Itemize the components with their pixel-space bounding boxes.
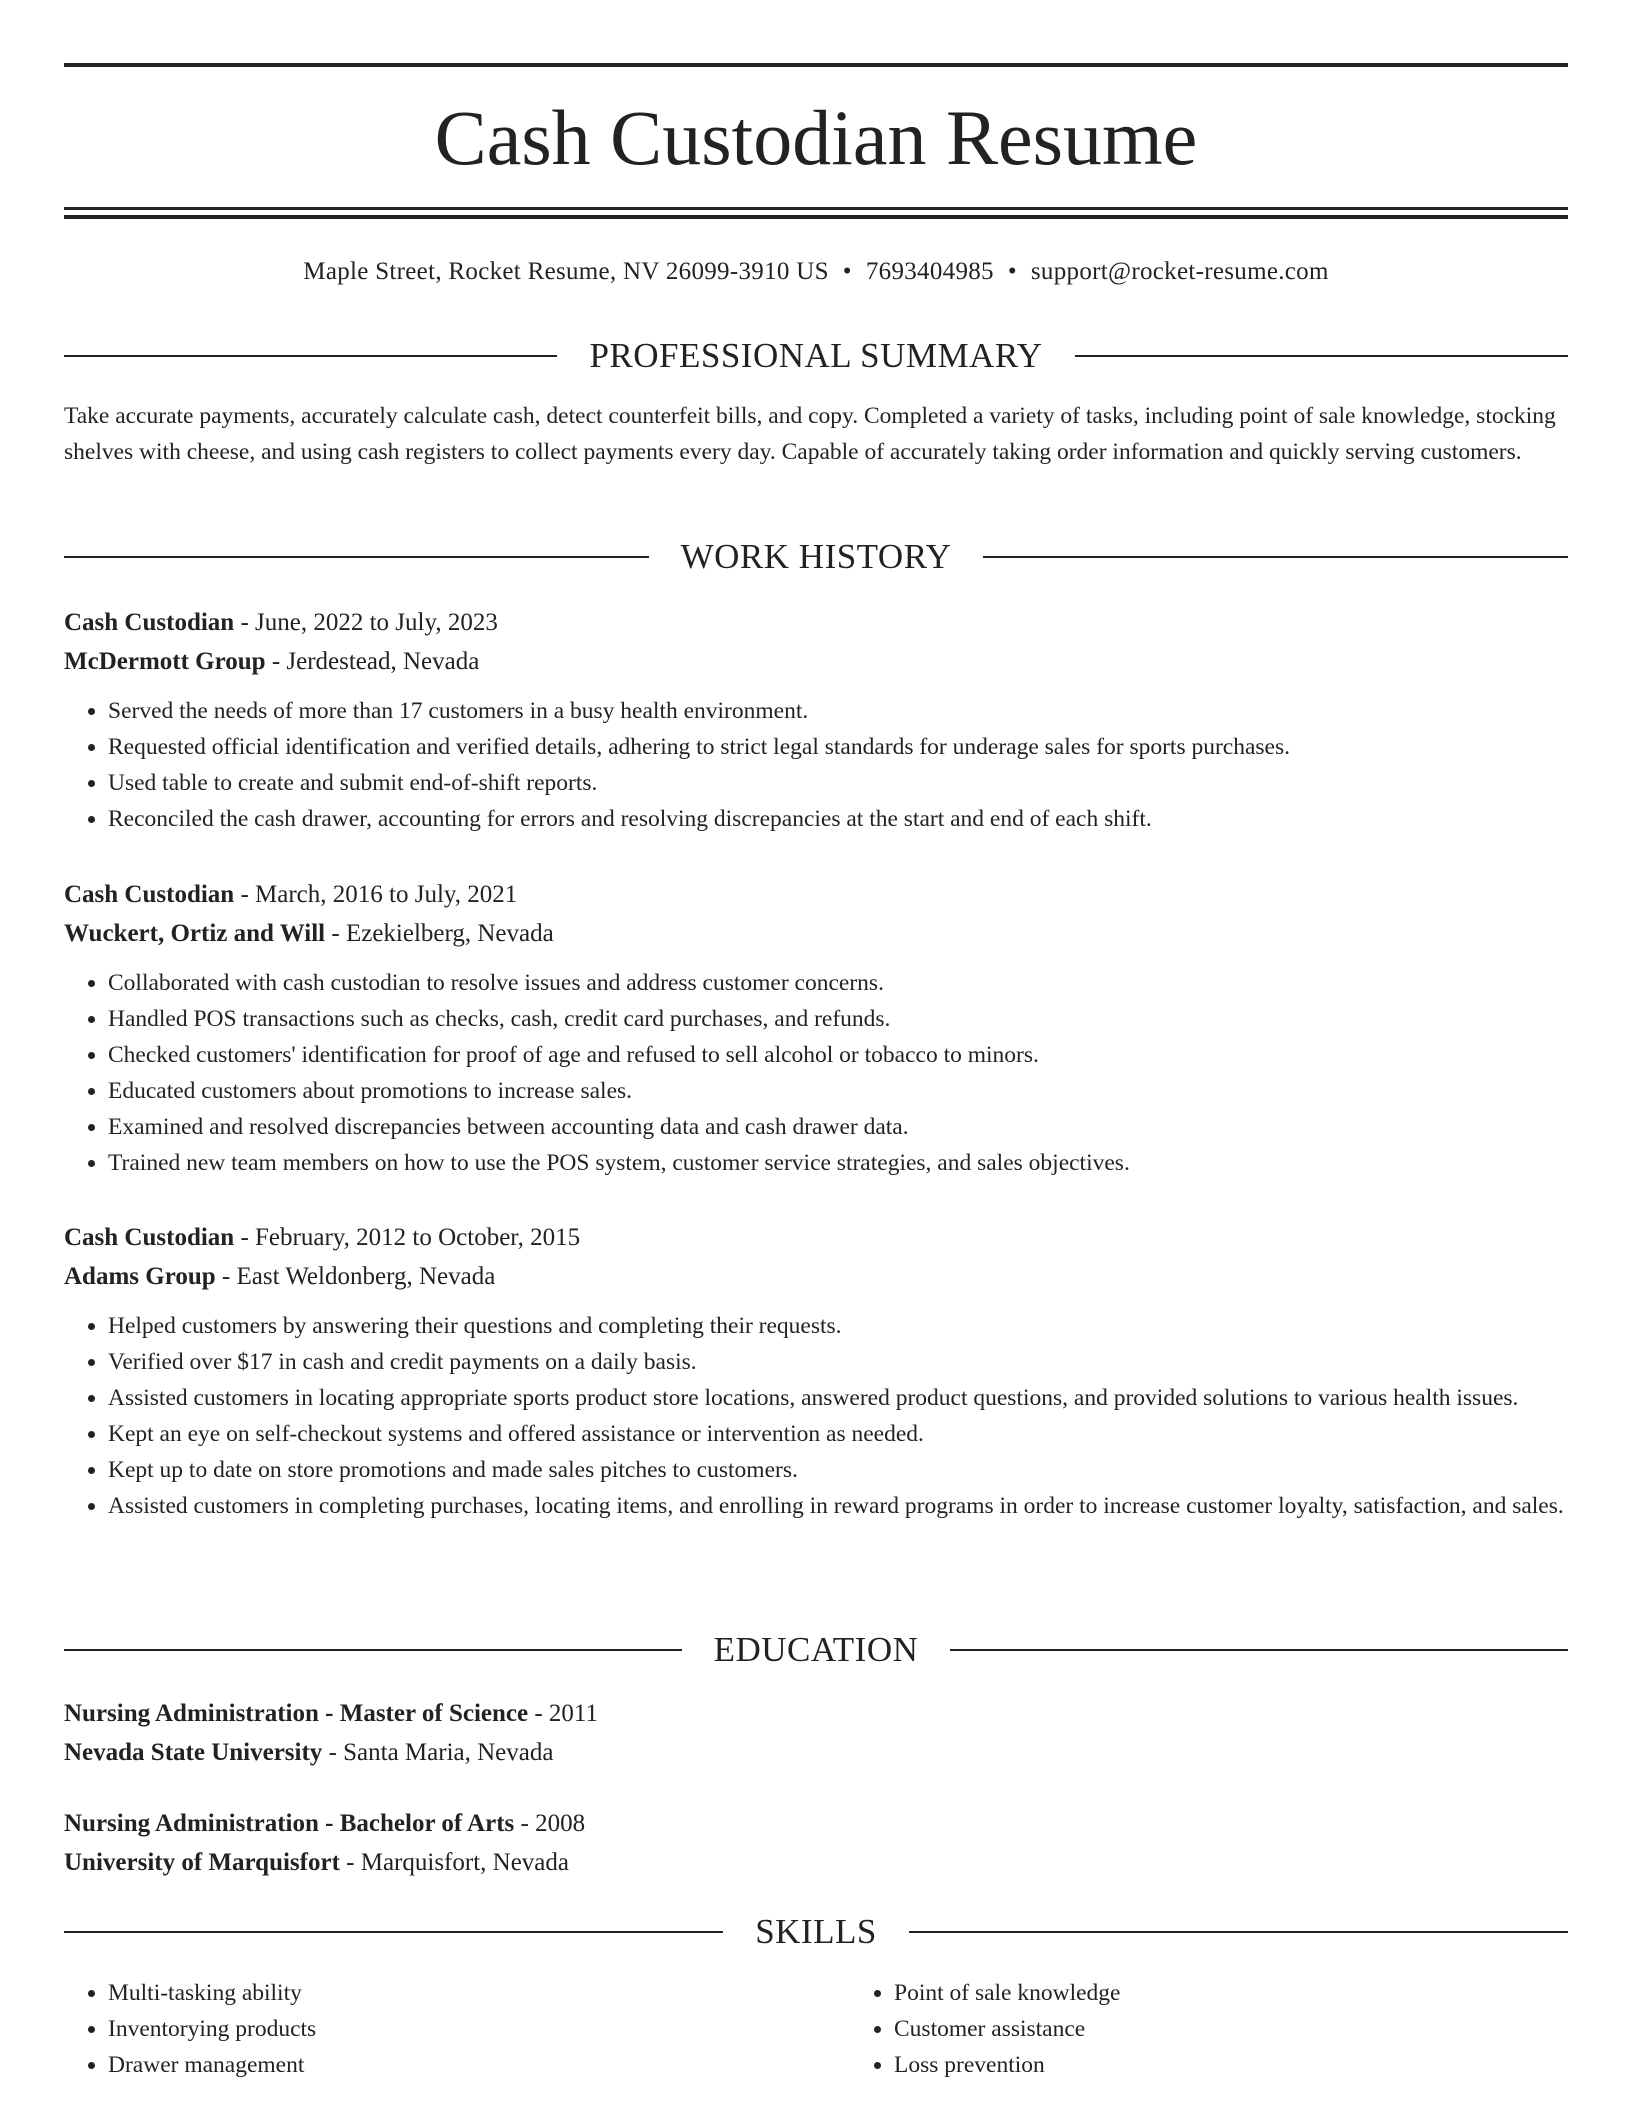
education-location: - Santa Maria, Nevada bbox=[322, 1739, 554, 1766]
section-heading-education bbox=[64, 1628, 1568, 1672]
contact-separator: • bbox=[1007, 258, 1017, 285]
job-dates: - February, 2012 to October, 2015 bbox=[234, 1224, 581, 1251]
job-company: Adams Group bbox=[64, 1263, 216, 1290]
skill-item: • Multi-tasking ability bbox=[108, 1975, 850, 2011]
section-title: PROFESSIONAL SUMMARY bbox=[589, 336, 1043, 375]
education-degree: Nursing Administration - Bachelor of Arts bbox=[64, 1810, 515, 1837]
job-bullet: • Collaborated with cash custodian to resolve issues and address customer concerns. bbox=[108, 965, 1568, 1001]
contact-email: support@rocket-resume.com bbox=[1030, 258, 1329, 285]
heading-rule-right bbox=[983, 556, 1568, 558]
skill-item: • Inventorying products bbox=[108, 2011, 850, 2047]
job-bullet: • Verified over $17 in cash and credit payments on a daily basis. bbox=[108, 1344, 1568, 1380]
skills-list bbox=[64, 1975, 1568, 2083]
education-school: Nevada State University bbox=[64, 1739, 323, 1766]
skills-column-left bbox=[64, 1975, 850, 2083]
job-bullet: • Trained new team members on how to use the POS system, customer service strategies, and sales objectives. bbox=[108, 1145, 1568, 1181]
job-location: - Ezekielberg, Nevada bbox=[325, 920, 554, 947]
job-company: McDermott Group bbox=[64, 648, 266, 675]
job-bullet-list bbox=[64, 1308, 1568, 1524]
header-double-rule-lower bbox=[64, 215, 1568, 219]
heading-rule-right bbox=[950, 1649, 1568, 1651]
job-title: Cash Custodian bbox=[64, 609, 235, 636]
job-bullet: • Assisted customers in locating appropriate sports product store locations, answered product questions, and provided solutions to various health issues. bbox=[108, 1380, 1568, 1416]
job-bullet: • Reconciled the cash drawer, accounting for errors and resolving discrepancies at the start and end of each shift. bbox=[108, 801, 1568, 837]
section-heading-work-history bbox=[64, 535, 1568, 579]
job-entry bbox=[64, 875, 1568, 1181]
education-school: University of Marquisfort bbox=[64, 1849, 340, 1876]
education-location: - Marquisfort, Nevada bbox=[339, 1849, 569, 1876]
header-double-rule-upper bbox=[64, 207, 1568, 210]
job-dates: - June, 2022 to July, 2023 bbox=[234, 609, 498, 636]
job-bullet: • Requested official identification and verified details, adhering to strict legal standards for underage sales for sports purchases. bbox=[108, 729, 1568, 765]
resume-title: Cash Custodian Resume bbox=[434, 94, 1198, 181]
job-location: - Jerdestead, Nevada bbox=[265, 648, 480, 675]
job-dates: - March, 2016 to July, 2021 bbox=[234, 881, 518, 908]
job-bullet: • Educated customers about promotions to increase sales. bbox=[108, 1073, 1568, 1109]
job-bullet: • Helped customers by answering their questions and completing their requests. bbox=[108, 1308, 1568, 1344]
heading-rule-left bbox=[64, 1649, 682, 1651]
section-title: EDUCATION bbox=[713, 1630, 919, 1669]
job-bullet: • Checked customers' identification for proof of age and refused to sell alcohol or tobacco to minors. bbox=[108, 1037, 1568, 1073]
education-year: - 2011 bbox=[528, 1700, 598, 1727]
contact-address: Maple Street, Rocket Resume, NV 26099-3910 US bbox=[303, 258, 829, 285]
skill-item: • Drawer management bbox=[108, 2047, 850, 2083]
job-location: - East Weldonberg, Nevada bbox=[215, 1263, 496, 1290]
section-heading-summary bbox=[64, 334, 1568, 378]
job-entry bbox=[64, 1218, 1568, 1524]
job-title: Cash Custodian bbox=[64, 881, 235, 908]
section-title: WORK HISTORY bbox=[680, 537, 952, 576]
skill-item: • Point of sale knowledge bbox=[894, 1975, 1632, 2011]
job-bullet: • Examined and resolved discrepancies between accounting data and cash drawer data. bbox=[108, 1109, 1568, 1145]
section-heading-skills bbox=[64, 1910, 1568, 1954]
contact-separator: • bbox=[842, 258, 852, 285]
education-year: - 2008 bbox=[514, 1810, 586, 1837]
job-bullet: • Used table to create and submit end-of-shift reports. bbox=[108, 765, 1568, 801]
header-top-rule bbox=[64, 63, 1568, 67]
section-title: SKILLS bbox=[755, 1912, 877, 1951]
job-bullet-list bbox=[64, 693, 1568, 837]
contact-line bbox=[64, 254, 1568, 290]
job-company: Wuckert, Ortiz and Will bbox=[64, 920, 326, 947]
education-entry bbox=[64, 1804, 1568, 1882]
job-title: Cash Custodian bbox=[64, 1224, 235, 1251]
heading-rule-right bbox=[1075, 355, 1568, 357]
skill-item: • Customer assistance bbox=[894, 2011, 1632, 2047]
education-entry bbox=[64, 1694, 1568, 1772]
summary-text: Take accurate payments, accurately calculate cash, detect counterfeit bills, and copy. Completed a variety of tasks, including point of sale knowledge, stocking shelves with cheese, and using cash registers to collect payments every day. Capable of accurately taking order information and quickly serving customers. bbox=[64, 403, 1556, 465]
job-bullet: • Handled POS transactions such as checks, cash, credit card purchases, and refunds. bbox=[108, 1001, 1568, 1037]
heading-rule-right bbox=[909, 1931, 1568, 1933]
heading-rule-left bbox=[64, 556, 649, 558]
skills-column-right bbox=[850, 1975, 1632, 2083]
job-entry bbox=[64, 603, 1568, 837]
contact-phone: 7693404985 bbox=[865, 258, 994, 285]
job-bullet: • Kept an eye on self-checkout systems and offered assistance or intervention as needed. bbox=[108, 1416, 1568, 1452]
job-bullet: • Served the needs of more than 17 customers in a busy health environment. bbox=[108, 693, 1568, 729]
job-bullet-list bbox=[64, 965, 1568, 1181]
heading-rule-left bbox=[64, 355, 557, 357]
education-degree: Nursing Administration - Master of Science bbox=[64, 1700, 529, 1727]
job-bullet: • Kept up to date on store promotions and made sales pitches to customers. bbox=[108, 1452, 1568, 1488]
heading-rule-left bbox=[64, 1931, 723, 1933]
skill-item: • Loss prevention bbox=[894, 2047, 1632, 2083]
job-bullet: • Assisted customers in completing purchases, locating items, and enrolling in reward programs in order to increase customer loyalty, satisfaction, and sales. bbox=[108, 1488, 1568, 1524]
